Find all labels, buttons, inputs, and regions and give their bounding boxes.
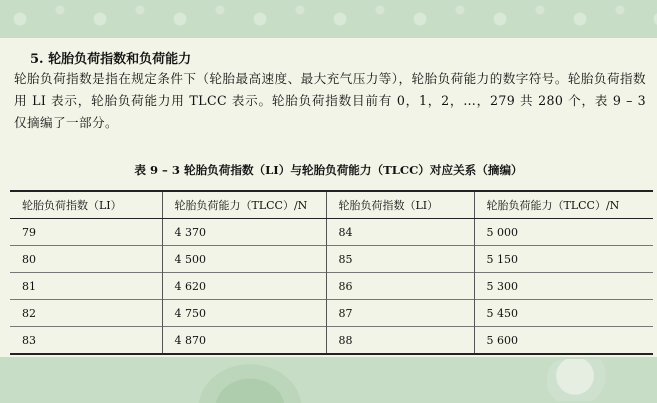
table-cell: 4 870 (162, 327, 326, 355)
bottom-decorative-band (0, 357, 657, 403)
section-paragraph: 轮胎负荷指数是指在规定条件下（轮胎最高速度、最大充气压力等），轮胎负荷能力的数字符号。轮胎负荷指数用 LI 表示，轮胎负荷能力用 TLCC 表示。轮胎负荷指数目前有 0，1，2，…，279 共 280 个，表 9 – 3 仅摘编了一部分。 (14, 71, 646, 130)
table-cell: 4 620 (162, 273, 326, 300)
table-caption: 表 9 – 3 轮胎负荷指数（LI）与轮胎负荷能力（TLCC）对应关系（摘编） (134, 163, 523, 177)
bottom-band-emblem (547, 359, 617, 401)
header-li-2: 轮胎负荷指数（LI） (326, 191, 474, 219)
table-header-row (10, 191, 653, 219)
table-cell: 4 750 (162, 300, 326, 327)
table-cell: 87 (326, 300, 474, 327)
table-cell: 84 (326, 219, 474, 246)
table-cell: 80 (10, 246, 162, 273)
table-cell: 5 600 (474, 327, 653, 355)
table-cell: 81 (10, 273, 162, 300)
table-row (10, 300, 653, 327)
top-band-pattern (0, 0, 657, 38)
bottom-band-swirl (190, 357, 310, 403)
table-cell: 82 (10, 300, 162, 327)
table-cell: 83 (10, 327, 162, 355)
table-row (10, 219, 653, 246)
table-row (10, 273, 653, 300)
table-cell: 4 500 (162, 246, 326, 273)
section-heading: 5. 轮胎负荷指数和负荷能力 (30, 52, 192, 67)
table-cell: 5 300 (474, 273, 653, 300)
top-decorative-band (0, 0, 657, 38)
table-cell: 5 150 (474, 246, 653, 273)
table-row (10, 327, 653, 355)
table-cell: 4 370 (162, 219, 326, 246)
table-cell: 5 450 (474, 300, 653, 327)
table-cell: 5 000 (486, 225, 518, 239)
header-tlcc-1: 轮胎负荷能力（TLCC）/N (162, 191, 326, 219)
table-cell: 86 (326, 273, 474, 300)
table-cell: 85 (326, 246, 474, 273)
table-cell: 88 (326, 327, 474, 355)
header-tlcc-2: 轮胎负荷能力（TLCC）/N (474, 191, 653, 219)
load-capacity-table (10, 190, 653, 355)
header-li-1: 轮胎负荷指数（LI） (10, 191, 162, 219)
table-row (10, 246, 653, 273)
table-cell: 79 (10, 219, 162, 246)
